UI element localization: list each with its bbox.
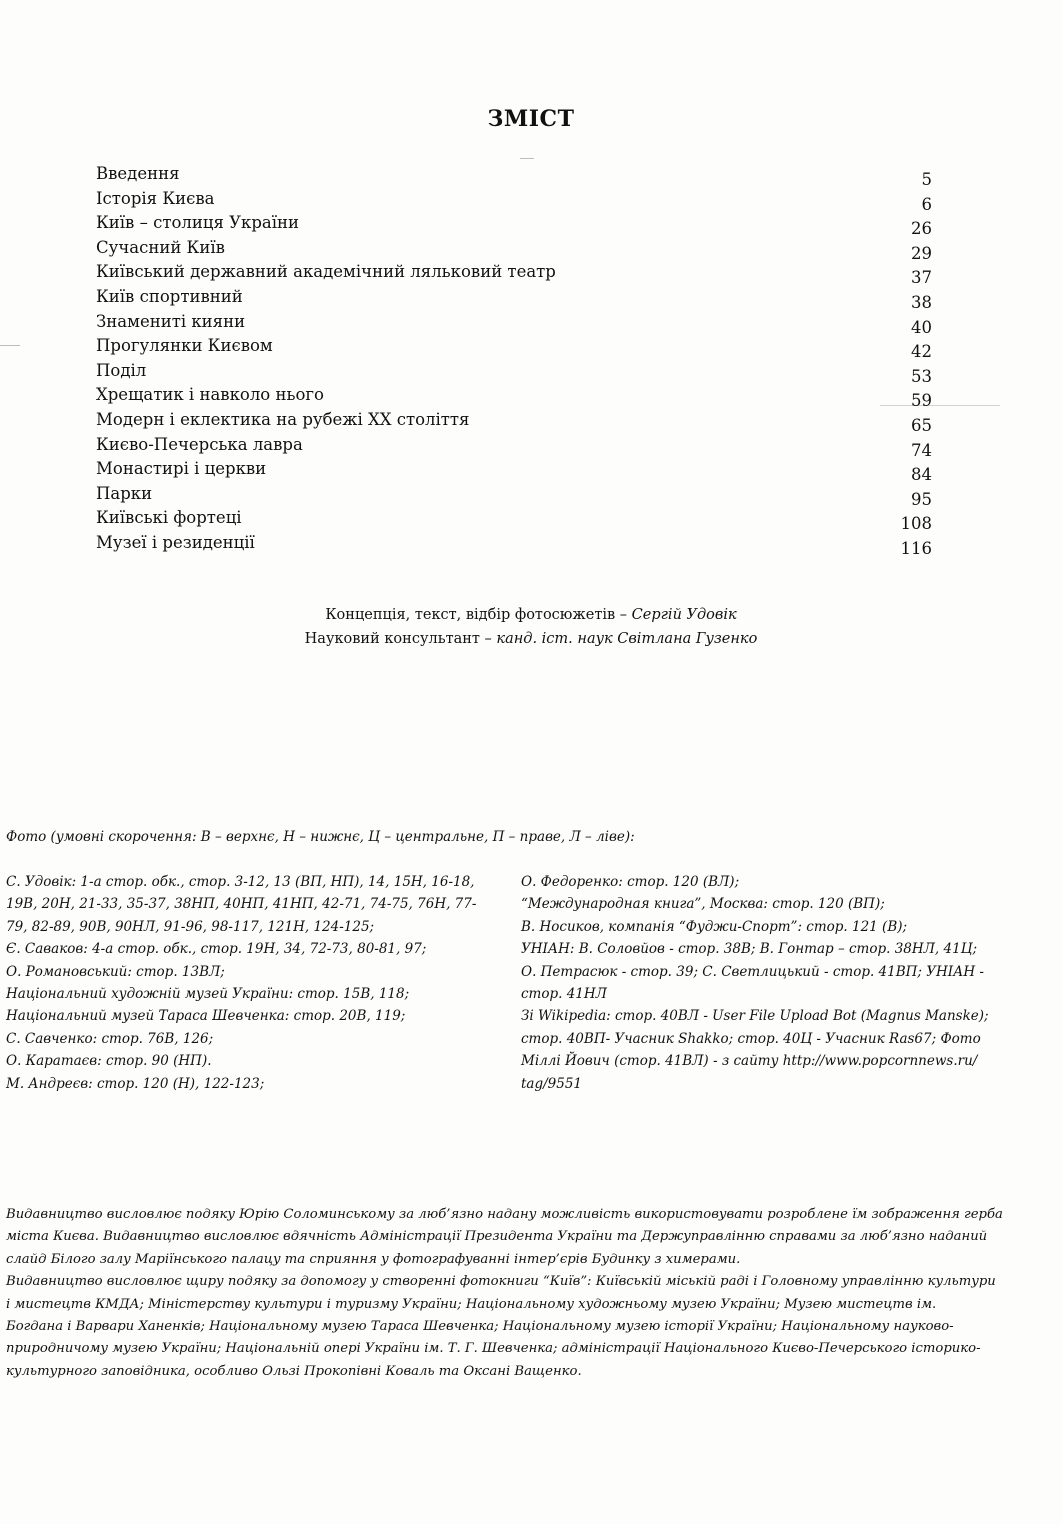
concept-credit (0, 603, 1062, 627)
acknowledgement-line: культурного заповідника, особливо Ользі Прокопівні Коваль та Оксані Ващенко. (6, 1363, 582, 1379)
scan-artifact-line (520, 158, 534, 159)
toc-label: Київський державний академічний ляльковий театр (96, 262, 556, 282)
toc-label: Київ – столиця України (96, 213, 300, 233)
photo-legend: Фото (умовні скорочення: В – верхнє, Н – нижнє, Ц – центральне, П – праве, Л – ліве): (6, 829, 635, 845)
toc-label: Київ спортивний (96, 286, 243, 306)
photo-credit-line: стор. 40ВП- Учасник Shakko; стор. 40Ц - Учасник Ras67; Фото (521, 1030, 981, 1047)
toc-page-number: 74 (911, 440, 932, 460)
photo-credit-line: Зі Wikipedia: стор. 40ВЛ - User File Upload Bot (Magnus Manske); (521, 1008, 989, 1025)
acknowledgement-line: Видавництво висловлює подяку Юрію Соломинському за люб’язно надану можливість використовувати розроблене їм зображення герба (6, 1207, 1003, 1222)
toc-label: Історія Києва (96, 188, 215, 208)
acknowledgement-line: слайд Білого залу Маріїнського палацу та сприяння у фотографуванні інтер’єрів Будинку з химерами. (6, 1251, 741, 1267)
page-title: ЗМІСТ (487, 106, 575, 132)
photo-credit-line: УНІАН: В. Соловйов - стор. 38В; В. Гонтар – стор. 38НЛ, 41Ц; (521, 941, 978, 958)
toc-label: Прогулянки Києвом (96, 336, 273, 356)
toc-page-number: 38 (911, 292, 932, 312)
concept-label: Концепція, текст, відбір фотосюжетів – (325, 607, 632, 623)
authorship-credits (0, 603, 1062, 651)
toc-label: Знамениті кияни (96, 311, 246, 331)
toc-page-number: 108 (900, 514, 932, 534)
photo-credit-line: Є. Саваков: 4-а стор. обк., стор. 19Н, 34, 72-73, 80-81, 97; (6, 941, 427, 958)
toc-page-number: 84 (911, 465, 932, 485)
toc-label: Києво-Печерська лавра (96, 434, 303, 454)
photo-credit-line: О. Петрасюк - стор. 39; С. Светлицький - стор. 41ВП; УНІАН - (521, 963, 984, 980)
photo-credit-line: С. Удовік: 1-а стор. обк., стор. 3-12, 13 (ВП, НП), 14, 15Н, 16-18, (6, 874, 475, 890)
consultant-credit (0, 627, 1062, 651)
photo-credit-line: Національний художній музей України: стор. 15В, 118; (6, 986, 410, 1003)
toc-label: Парки (96, 483, 153, 503)
toc-page-number: 6 (921, 194, 932, 214)
acknowledgement-line: міста Києва. Видавництво висловлює вдячність Адміністрації Президента України та Держуправлінню справами за люб’язно наданий (6, 1229, 988, 1245)
toc-row (96, 533, 934, 558)
consultant-label: Науковий консультант – (304, 631, 497, 647)
photo-credit-line: 79, 82-89, 90В, 90НЛ, 91-96, 98-117, 121Н, 124-125; (6, 918, 375, 935)
toc-row (96, 459, 934, 484)
toc-label: Музеї і резиденції (96, 532, 255, 552)
toc-page-number: 29 (911, 243, 932, 263)
toc-row (96, 385, 934, 410)
photo-credit-line: О. Романовський: стор. 13ВЛ; (6, 963, 225, 980)
toc-row (96, 312, 934, 337)
photo-credit-line: Міллі Йович (стор. 41ВЛ) - з сайту http://www.popcornnews.ru/ (521, 1053, 978, 1070)
toc-label: Київські фортеці (96, 508, 242, 528)
toc-page-number: 5 (921, 170, 932, 189)
photo-credit-line: О. Каратаєв: стор. 90 (НП). (6, 1053, 212, 1070)
toc-label: Хрещатик і навколо нього (96, 385, 324, 405)
photo-credit-line: стор. 41НЛ (521, 986, 607, 1003)
photo-credit-line: В. Носиков, компанія “Фуджи-Спорт”: стор. 121 (В); (521, 918, 908, 935)
toc-row (96, 508, 934, 533)
toc-row (96, 164, 934, 189)
acknowledgement-line: Богдана і Варвари Ханенків; Національному музею Тараса Шевченка; Національному музею історії України; Національному науково- (6, 1319, 954, 1335)
toc-row (96, 361, 934, 386)
toc-page-number: 37 (911, 268, 932, 288)
toc-row (96, 262, 934, 287)
photo-credits-right (521, 871, 1021, 1095)
toc-page-number: 95 (911, 489, 932, 509)
toc-page-number: 65 (911, 415, 932, 435)
toc-label: Сучасний Київ (96, 237, 225, 257)
toc-label: Модерн і еклектика на рубежі ХХ століття (96, 409, 470, 429)
photo-credit-line: tag/9551 (521, 1075, 583, 1092)
toc-page-number: 116 (900, 538, 932, 558)
photo-credits-left (6, 871, 511, 1095)
toc-row (96, 484, 934, 509)
photo-credit-line: М. Андреєв: стор. 120 (Н), 122-123; (6, 1075, 265, 1092)
toc-row (96, 336, 934, 361)
photo-credit-line: С. Савченко: стор. 76В, 126; (6, 1030, 214, 1047)
toc-label: Поділ (96, 360, 147, 380)
photo-credit-line: О. Федоренко: стор. 120 (ВЛ); (521, 874, 740, 890)
toc-label: Введення (96, 164, 180, 183)
toc-page-number: 59 (911, 391, 932, 411)
acknowledgement-line: Видавництво висловлює щиру подяку за допомогу у створенні фотокниги “Київ”: Київській міській раді і Головному управлінню культури (6, 1274, 996, 1290)
photo-credit-line: 19В, 20Н, 21-33, 35-37, 38НП, 40НП, 41НП, 42-71, 74-75, 76Н, 77- (6, 896, 477, 913)
toc-row (96, 287, 934, 312)
toc-row (96, 213, 934, 238)
toc-page-number: 40 (911, 317, 932, 337)
toc-row (96, 435, 934, 460)
toc-page-number: 42 (911, 342, 932, 362)
toc-page-number: 26 (911, 219, 932, 239)
toc-row (96, 410, 934, 435)
acknowledgement-line: природничому музею України; Національній опері України ім. Т. Г. Шевченка; адміністрації Національного Києво-Печерського історико- (6, 1341, 981, 1357)
toc-row (96, 238, 934, 263)
acknowledgement-line: і мистецтв КМДА; Міністерству культури і туризму України; Національному художньому музею України; Музею мистецтв ім. (6, 1296, 937, 1312)
toc-page-number: 53 (911, 366, 932, 386)
toc-label: Монастирі і церкви (96, 459, 267, 479)
acknowledgements (6, 1204, 1018, 1383)
consultant-name: канд. іст. наук Світлана Гузенко (496, 631, 758, 647)
photo-credit-line: Національний музей Тараса Шевченка: стор. 20В, 119; (6, 1008, 406, 1025)
toc-row (96, 189, 934, 214)
concept-author: Сергій Удовік (631, 607, 737, 623)
table-of-contents (96, 164, 934, 558)
photo-credit-line: “Международная книга”, Москва: стор. 120 (ВП); (521, 896, 885, 913)
scan-artifact-line (0, 345, 20, 346)
